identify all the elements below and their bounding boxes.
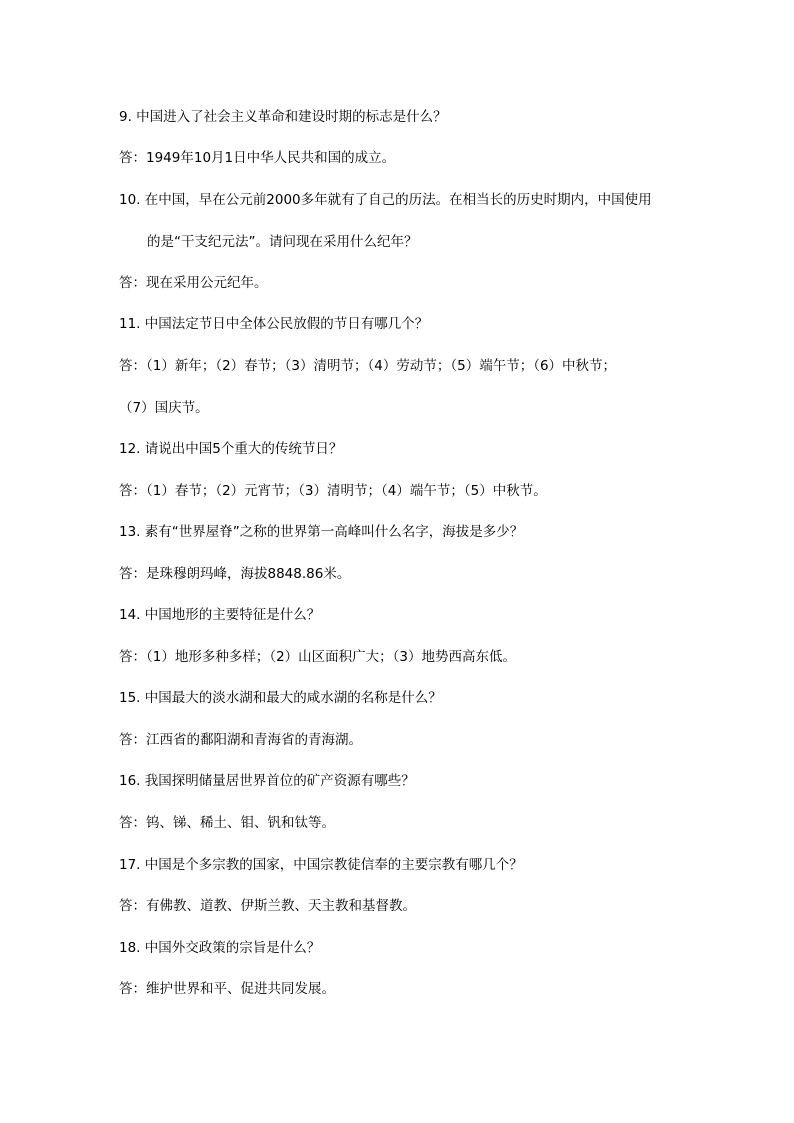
question-11: 11. 中国法定节日中全体公民放假的节日有哪几个？: [119, 316, 429, 332]
answer-16: 答：钨、锑、稀土、钼、钒和钛等。: [119, 815, 335, 831]
question-18: 18. 中国外交政策的宗旨是什么？: [119, 940, 321, 956]
answer-11: 答：（1）新年；（2）春节；（3）清明节；（4）劳动节；（5）端午节；（6）中秋节；: [119, 358, 617, 374]
question-15: 15. 中国最大的淡水湖和最大的咸水湖的名称是什么？: [119, 690, 442, 706]
question-13: 13. 素有“世界屋脊”之称的世界第一高峰叫什么名字，海拔是多少？: [119, 524, 524, 540]
answer-12: 答：（1）春节；（2）元宵节；（3）清明节；（4）端午节；（5）中秋节。: [119, 483, 547, 499]
question-16: 16. 我国探明储量居世界首位的矿产资源有哪些？: [119, 773, 415, 789]
question-14: 14. 中国地形的主要特征是什么？: [119, 607, 321, 623]
question-12: 12. 请说出中国5个重大的传统节日？: [119, 441, 343, 457]
answer-18: 答：维护世界和平、促进共同发展。: [119, 981, 335, 997]
answer-13: 答：是珠穆朗玛峰，海拔8848.86米。: [119, 566, 351, 582]
question-17: 17. 中国是个多宗教的国家，中国宗教徒信奉的主要宗教有哪几个？: [119, 857, 523, 873]
answer-11-continued: （7）国庆节。: [119, 400, 209, 416]
question-10-continued: 的是“干支纪元法”。请问现在采用什么纪年？: [147, 234, 418, 250]
answer-17: 答：有佛教、道教、伊斯兰教、天主教和基督教。: [119, 898, 416, 914]
answer-9: 答：1949年10月1日中华人民共和国的成立。: [119, 150, 396, 166]
answer-15: 答：江西省的鄱阳湖和青海省的青海湖。: [119, 732, 362, 748]
question-10: 10. 在中国，早在公元前2000多年就有了自己的历法。在相当长的历史时期内，中国使用: [119, 192, 652, 208]
answer-10: 答：现在采用公元纪年。: [119, 275, 268, 291]
answer-14: 答：（1）地形多种多样；（2）山区面积广大；（3）地势西高东低。: [119, 649, 517, 665]
question-9: 9. 中国进入了社会主义革命和建设时期的标志是什么？: [119, 109, 447, 125]
